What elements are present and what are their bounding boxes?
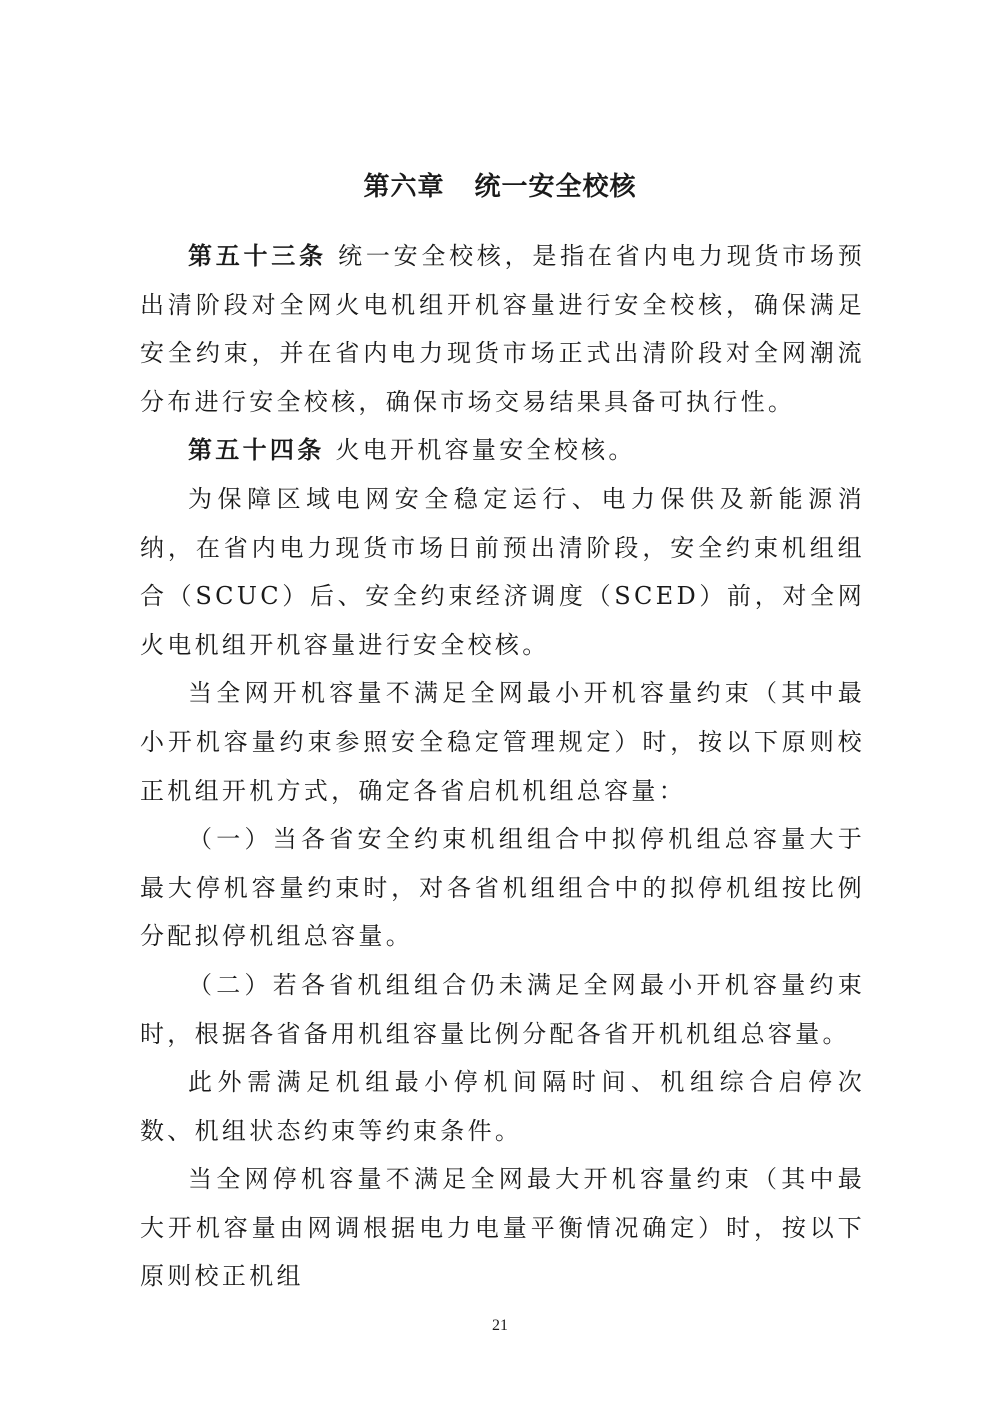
chapter-name: 统一安全校核 [474,172,637,202]
paragraph-text: 当全网停机容量不满足全网最大开机容量约束（其中最大开机容量由网调根据电力电量平衡情况确定）时，按以下原则校正机组 [140,1165,865,1291]
paragraph-text: 统一安全校核，是指在省内电力现货市场预出清阶段对全网火电机组开机容量进行安全校核，确保满足安全约束，并在省内电力现货市场正式出清阶段对全网潮流分布进行安全校核，确保市场交易结果具备可执行性。 [140,242,865,416]
paragraph [140,669,865,815]
chapter-number: 第六章 [363,172,445,202]
paragraph-text: （一）当各省安全约束机组组合中拟停机组总容量大于最大停机容量约束时，对各省机组组合中的拟停机组按比例分配拟停机组总容量。 [140,825,865,951]
paragraph [140,1058,865,1155]
paragraph [140,961,865,1058]
paragraph-text: 火电开机容量安全校核。 [335,436,636,465]
page-number: 21 [492,1317,508,1334]
paragraph-text: 当全网开机容量不满足全网最小开机容量约束（其中最小开机容量约束参照安全稳定管理规定）时，按以下原则校正机组开机方式，确定各省启机机组总容量： [140,679,865,805]
paragraph [140,815,865,961]
paragraph-text: 为保障区域电网安全稳定运行、电力保供及新能源消纳，在省内电力现货市场日前预出清阶段，安全约束机组组合（SCUC）后、安全约束经济调度（SCED）前，对全网火电机组开机容量进行安全校核。 [140,484,865,659]
paragraph-text: （二）若各省机组组合仍未满足全网最小开机容量约束时，根据各省备用机组容量比例分配各省开机机组总容量。 [140,970,865,1048]
paragraph [140,1155,865,1301]
article-label: 第五十四条 [188,436,325,465]
chapter-title [0,170,1000,204]
article-label: 第五十三条 [188,242,327,270]
paragraph-text: 此外需满足机组最小停机间隔时间、机组综合启停次数、机组状态约束等约束条件。 [140,1068,865,1145]
article-54-paragraph [140,426,865,475]
paragraph [140,475,865,669]
body-text [140,232,865,1301]
article-53-paragraph [140,232,865,426]
